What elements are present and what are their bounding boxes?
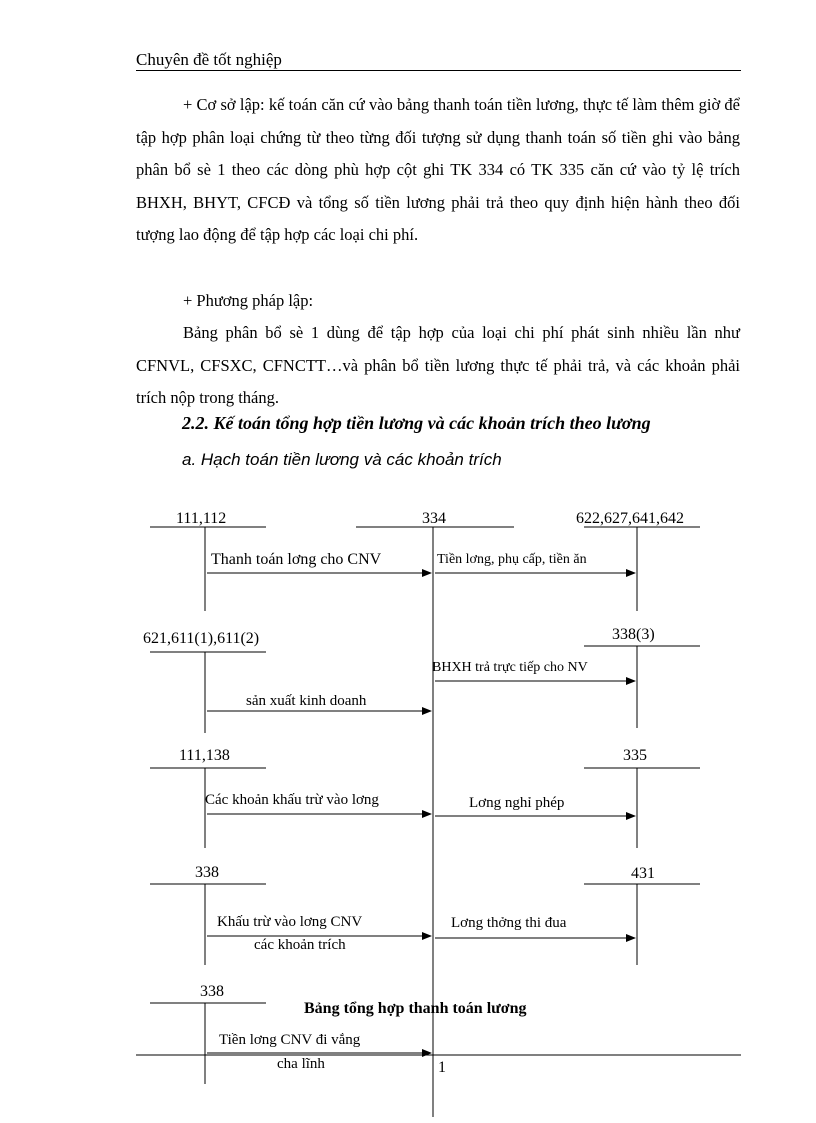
- page-number: 1: [438, 1059, 446, 1076]
- account-111-112: 111,112: [176, 510, 227, 527]
- account-431: 431: [631, 865, 655, 882]
- label-withhold: Khấu trừ vào lơng CNV: [217, 914, 363, 930]
- section-heading: 2.2. Kế toán tổng hợp tiền lương và các khoản trích theo lương: [182, 413, 651, 433]
- label-unclaimed-2: cha lĩnh: [277, 1056, 325, 1072]
- label-production: sản xuất kinh doanh: [246, 693, 367, 709]
- page-header: Chuyên đề tốt nghiệp: [136, 50, 282, 69]
- label-unclaimed: Tiền lơng CNV đi vắng: [219, 1032, 361, 1048]
- account-335: 335: [623, 747, 647, 764]
- label-wages: Tiền lơng, phụ cấp, tiền ăn: [437, 552, 587, 567]
- overlay-title: Bảng tổng hợp thanh toán lương: [304, 1000, 527, 1017]
- account-622-627-641-642: 622,627,641,642: [576, 510, 684, 527]
- account-334: 334: [422, 510, 446, 527]
- label-leave: Lơng nghỉ phép: [469, 795, 565, 811]
- label-bhxh: BHXH trả trực tiếp cho NV: [432, 660, 588, 675]
- paragraph-basis-text: + Cơ sở lập: kế toán căn cứ vào bảng thanh toán tiền lương, thực tế làm thêm giờ để tập hợp phân loại chứng từ theo từng đối tượng sử dụng thanh toán số tiền ghi vào bảng phân bổ sè 1 theo các dòng phù hợp cột ghi TK 334 có TK 335 căn cứ vào tỷ lệ trích BHXH, BHYT, CFCĐ và tổng số tiền lương phải trả theo quy định hiện hành theo đối tượng lao động để tập hợp các loại chi phí.: [136, 95, 740, 244]
- account-338-3: 338(3): [612, 626, 655, 643]
- account-621-611: 621,611(1),611(2): [143, 630, 260, 647]
- paragraph-method-text: Bảng phân bổ sè 1 dùng để tập hợp của loại chi phí phát sinh nhiều lần như CFNVL, CFSXC, CFNCTT…và phân bổ tiền lương thực tế phải trả, và các khoản phải trích nộp trong tháng.: [136, 323, 740, 407]
- label-deduction-items: các khoản trích: [254, 937, 346, 953]
- label-deductions: Các khoản khấu trừ vào lơng: [205, 792, 379, 808]
- label-bonus: Lơng thởng thi đua: [451, 915, 567, 931]
- account-338-b: 338: [200, 983, 224, 1000]
- label-pay-cnv: Thanh toán lơng cho CNV: [211, 551, 382, 568]
- account-111-138: 111,138: [179, 747, 230, 764]
- section-subheading: a. Hạch toán tiền lương và các khoản trích: [182, 450, 502, 469]
- account-338-a: 338: [195, 864, 219, 881]
- paragraph-method-title: + Phương pháp lập:: [183, 291, 314, 310]
